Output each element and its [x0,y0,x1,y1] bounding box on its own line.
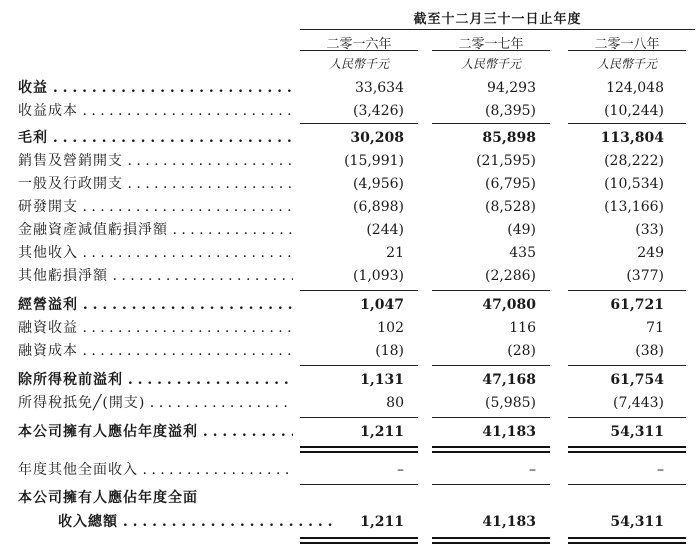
period-title: 截至十二月三十一日止年度 [413,12,582,27]
table-row [0,459,700,481]
value-2017: (8,528) [484,199,536,215]
value-2017: (6,795) [484,176,536,192]
column-year-2017: 二零一七年 [458,37,524,52]
subtotal-rule [432,290,550,291]
value-2017: (8,395) [484,103,536,119]
value-2017: 435 [509,245,536,261]
subtotal-rule [300,123,418,124]
table-row [0,150,700,172]
subtotal-rule [300,484,418,485]
value-2017: 94,293 [487,80,536,96]
period-divider [300,29,695,30]
row-label: 研發開支 . . . [18,196,293,218]
column-divider [568,50,686,51]
table-row [0,242,700,264]
value-2016: 102 [377,320,404,336]
subtotal-rule [432,365,550,366]
value-2016: 21 [386,245,404,261]
value-2017: (49) [507,222,536,238]
row-label: 收益 . . . [18,77,293,99]
value-2016: (1,093) [352,268,404,284]
value-2018: 113,804 [600,130,664,146]
value-2016: 1,047 [360,297,404,313]
value-2017: (2,286) [484,268,536,284]
value-2018: (377) [626,268,664,284]
column-divider [300,50,418,51]
table-row [0,173,700,195]
total-double-rule [568,446,686,453]
value-2017: (21,595) [476,153,536,169]
table-row [0,265,700,287]
table-row [0,487,700,509]
value-2016: 30,208 [350,130,404,146]
subtotal-rule [300,417,418,418]
subtotal-rule [432,123,550,124]
row-label: 融資收益 . . . [18,317,293,339]
value-2016: 80 [386,395,404,411]
total-double-rule [432,446,550,453]
value-2017: 41,183 [482,514,536,530]
value-2018: (7,443) [612,395,664,411]
value-2018: (28,222) [604,153,664,169]
row-label: 所得稅抵免╱(開支) . . . [18,392,293,414]
value-2018: 249 [637,245,664,261]
value-2016: (18) [375,343,404,359]
value-2016: (6,898) [352,199,404,215]
value-2018: (10,244) [604,103,664,119]
column-unit: 人民幣千元 [460,57,521,71]
value-2017: 47,168 [482,372,536,388]
row-label: 一般及行政開支 . . . [18,173,293,195]
value-2018: 61,721 [610,297,664,313]
value-2016: 1,211 [360,424,404,440]
row-label: 本公司擁有人應佔年度全面 [18,490,198,506]
row-label: 收益成本 . . . [18,100,293,122]
subtotal-rule [432,417,550,418]
value-2018: 54,311 [610,424,664,440]
row-label: 其他虧損淨額 . . . [18,265,293,287]
table-row [0,196,700,218]
table-row [0,77,700,99]
value-2017: 41,183 [482,424,536,440]
total-double-rule [300,446,418,453]
row-label: 銷售及營銷開支 . . . [18,150,293,172]
value-2016: (4,956) [352,176,404,192]
subtotal-rule [300,290,418,291]
row-label: 其他收入 . . . [18,242,293,264]
table-row [0,340,700,362]
subtotal-rule [568,365,686,366]
value-2016: (244) [366,222,404,238]
column-year-2016: 二零一六年 [326,37,392,52]
table-row [0,421,700,443]
subtotal-rule [300,365,418,366]
value-2018: 71 [646,320,664,336]
value-2018: (13,166) [604,199,664,215]
table-row [0,127,700,149]
table-row [0,369,700,391]
row-label: 經營溢利 . . . [18,294,293,316]
row-label: 金融資產減值虧損淨額 . . . [18,219,293,241]
row-label: 融資成本 . . . [18,340,293,362]
row-label: 毛利 . . . [18,127,293,149]
row-label: 年度其他全面收入 . . . [18,459,293,481]
value-2018: (38) [635,343,664,359]
value-2017: (5,985) [484,395,536,411]
value-2016: 33,634 [355,80,404,96]
total-double-rule [568,537,686,544]
subtotal-rule [568,290,686,291]
subtotal-rule [568,484,686,485]
value-2016: 1,131 [360,372,404,388]
column-divider [432,50,550,51]
value-2016: (3,426) [352,103,404,119]
table-row [0,511,700,533]
value-2018: (33) [635,222,664,238]
total-double-rule [432,537,550,544]
total-double-rule [300,537,418,544]
value-2018: – [657,462,664,478]
value-2018: 61,754 [610,372,664,388]
value-2018: 54,311 [610,514,664,530]
value-2017: (28) [507,343,536,359]
subtotal-rule [568,417,686,418]
row-label: 除所得稅前溢利 . . . [18,369,293,391]
row-label: 本公司擁有人應佔年度溢利 . . . [18,421,293,443]
value-2018: (10,534) [604,176,664,192]
value-2017: 47,080 [482,297,536,313]
table-row [0,100,700,122]
row-label: 收入總額 . . . [58,511,333,533]
subtotal-rule [568,123,686,124]
value-2016: 1,211 [360,514,404,530]
table-row [0,219,700,241]
value-2017: 116 [509,320,536,336]
column-unit: 人民幣千元 [596,57,657,71]
value-2016: (15,991) [344,153,404,169]
table-row [0,317,700,339]
value-2017: 85,898 [482,130,536,146]
value-2016: – [397,462,404,478]
value-2017: – [529,462,536,478]
table-row [0,294,700,316]
subtotal-rule [432,484,550,485]
value-2018: 124,048 [606,80,664,96]
column-unit: 人民幣千元 [328,57,389,71]
column-year-2018: 二零一八年 [594,37,660,52]
table-row [0,392,700,414]
